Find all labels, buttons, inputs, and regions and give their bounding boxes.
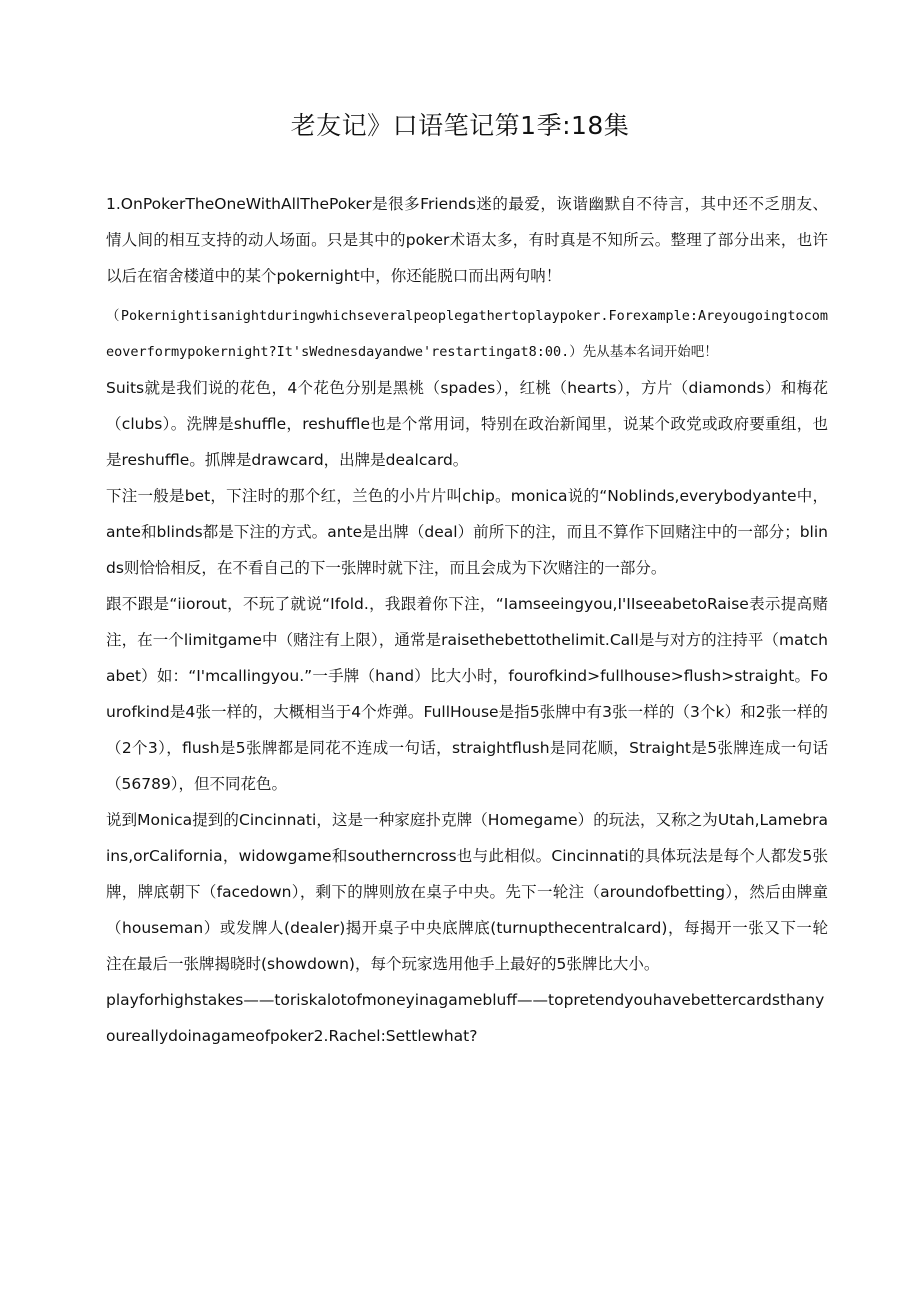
paragraph-bets: 下注一般是bet，下注时的那个红，兰色的小片片叫chip。monica说的“Noblinds,everybodyante中，ante和blinds都是下注的方式。ante是出牌（deal）前所下的注，而且不算作下回赌注中的一部分；blinds则恰恰相反，在不看自己的下一张牌时就下注，而且会成为下次赌注的一部分。 bbox=[106, 487, 828, 577]
paragraph-vocabulary: playforhighstakes——toriskalotofmoneyinagamebluff——topretendyouhavebettercardsthanyoureallydoinagameofpoker2.Rachel:Settlewhat? bbox=[106, 991, 825, 1045]
document-body bbox=[106, 186, 828, 1054]
paragraph-cincinnati: 说到Monica提到的Cincinnati，这是一种家庭扑克牌（Homegame）的玩法，又称之为Utah,Lamebrains,orCalifornia，widowgame和southerncross也与此相似。Cincinnati的具体玩法是每个人都发5张牌，牌底朝下（facedown），剩下的牌则放在桌子中央。先下一轮注（aroundofbetting），然后由牌童（houseman）或发牌人(dealer)揭开桌子中央底牌底(turnupthecentralcard)，每揭开一张又下一轮注在最后一张牌揭晓时(showdown)，每个玩家选用他手上最好的5张牌比大小。 bbox=[106, 811, 828, 973]
paragraph-intro: 1.OnPokerTheOneWithAllThePoker是很多Friends迷的最爱，诙谐幽默自不待言，其中还不乏朋友、情人间的相互支持的动人场面。只是其中的poker术语太多，有时真是不知所云。整理了部分出来，也许以后在宿舍楼道中的某个pokernight中，你还能脱口而出两句呐！ bbox=[106, 195, 828, 285]
paragraph-suits: Suits就是我们说的花色，4个花色分别是黑桃（spades），红桃（hearts），方片（diamonds）和梅花（clubs）。洗牌是shuffle，reshuffle也是个常用词，特别在政治新闻里，说某个政党或政府要重组，也是reshuffle。抓牌是drawcard，出牌是dealcard。 bbox=[106, 379, 828, 469]
paragraph-poker-night: （Pokernightisanightduringwhichseveralpeoplegathertoplaypoker.Forexample:Areyougoingtocomeoverformypokernight?It'sWednesdayandwe'restartingat8:00.）先从基本名词开始吧！ bbox=[106, 308, 828, 360]
paragraph-hands: 跟不跟是“iiorout，不玩了就说“Ifold.，我跟着你下注，“Iamseeingyou,I'IIseeabetoRaise表示提高赌注，在一个limitgame中（赌注有上限），通常是raisethebettothelimit.Call是与对方的注持平（matchabet）如：“I'mcallingyou.”一手牌（hand）比大小时，fourofkind>fullhouse>flush>straight。Fourofkind是4张一样的，大概相当于4个炸弹。FullHouse是指5张牌中有3张一样的（3个k）和2张一样的（2个3），flush是5张牌都是同花不连成一句话，straightflush是同花顺，Straight是5张牌连成一句话（56789），但不同花色。 bbox=[106, 595, 828, 793]
page-title: 老友记》口语笔记第1季:18集 bbox=[290, 111, 630, 140]
